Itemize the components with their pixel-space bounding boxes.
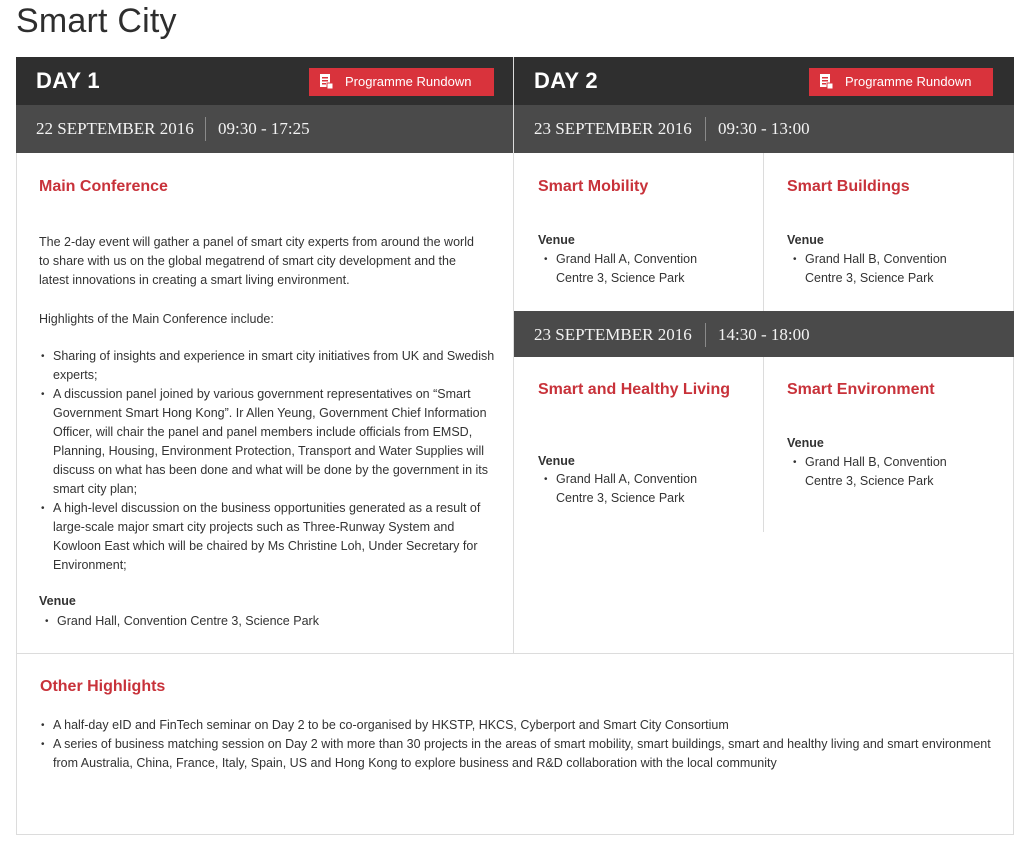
document-icon (320, 74, 333, 89)
day1-time: 09:30 - 17:25 (218, 119, 310, 138)
list-item: • A discussion panel joined by various government representatives on “Smart Government Smart Hong Kong”. Ir Allen Yeung, Government Chief Information Officer, will chair the panel and panel members include officials from EMSD, Planning, Housing, Environment Protection, Transport and Water Supplies will discuss on what has been done and what will be done by the government in its smart city plan; (39, 385, 499, 499)
main-conference-title: Main Conference (39, 178, 168, 195)
smart-healthy-living-venue-label: Venue (538, 454, 575, 468)
day2-session2-date-bar (514, 311, 1014, 357)
document-icon (820, 74, 833, 89)
cell-divider (763, 153, 764, 311)
page-title: Smart City (16, 2, 177, 40)
smart-mobility-title: Smart Mobility (538, 178, 649, 195)
day1-date-bar (16, 105, 513, 153)
date-separator (205, 117, 206, 141)
other-highlights-list (39, 716, 999, 773)
day1-title: DAY 1 (36, 68, 100, 93)
day1-venue-label: Venue (39, 594, 76, 608)
smart-mobility-venue-list (542, 250, 727, 288)
smart-healthy-living-venue-list (542, 470, 727, 508)
day2-session1-time: 09:30 - 13:00 (718, 119, 810, 138)
day2-session1-date-bar (514, 105, 1014, 153)
other-highlights-title: Other Highlights (40, 678, 166, 695)
list-item: • A high-level discussion on the business opportunities generated as a result of large-scale major smart city projects such as Three-Runway System and Kowloon East which will be chaired by Ms Christine Loh, Under Secretary for Environment; (39, 499, 499, 575)
list-item: • A half-day eID and FinTech seminar on Day 2 to be co-organised by HKSTP, HKCS, Cyberport and Smart City Consortium (39, 716, 999, 735)
date-separator (705, 117, 706, 141)
day2-session2-time: 14:30 - 18:00 (718, 325, 810, 344)
date-separator (705, 323, 706, 347)
highlights-intro: Highlights of the Main Conference include: (39, 312, 274, 326)
smart-buildings-venue: • Grand Hall B, Convention Centre 3, Science Park (791, 250, 976, 288)
day1-header (16, 57, 513, 105)
day2-title: DAY 2 (534, 68, 598, 93)
day1-programme-rundown-label: Programme Rundown (345, 74, 472, 89)
day1-programme-rundown-button[interactable] (309, 68, 494, 96)
list-item: • A series of business matching session on Day 2 with more than 30 projects in the areas of smart mobility, smart buildings, smart and healthy living and smart environment from Australia, China, France, Italy, Spain, US and Hong Kong to explore business and R&D collaboration with the local community (39, 735, 999, 773)
day2-column (514, 57, 1014, 654)
smart-environment-title: Smart Environment (787, 381, 935, 398)
day2-session2-date: 23 SEPTEMBER 2016 (534, 325, 692, 344)
day1-venue: • Grand Hall, Convention Centre 3, Science Park (43, 612, 483, 631)
day2-programme-rundown-label: Programme Rundown (845, 74, 972, 89)
day1-venue-list (43, 612, 483, 631)
smart-mobility-venue: • Grand Hall A, Convention Centre 3, Science Park (542, 250, 727, 288)
highlights-list (39, 347, 499, 575)
smart-buildings-venue-label: Venue (787, 233, 824, 247)
smart-healthy-living-title: Smart and Healthy Living (538, 381, 731, 398)
section-divider (16, 653, 1014, 654)
cell-divider (763, 357, 764, 532)
main-conference-intro: The 2-day event will gather a panel of smart city experts from around the world to share with us on the global megatrend of smart city development and the latest innovations in creating a smart living environment. (39, 235, 474, 287)
smart-environment-venue-list (791, 453, 976, 491)
smart-mobility-venue-label: Venue (538, 233, 575, 247)
smart-healthy-living-venue: • Grand Hall A, Convention Centre 3, Science Park (542, 470, 727, 508)
smart-buildings-venue-list (791, 250, 976, 288)
day1-column (16, 57, 514, 654)
day2-session1-date: 23 SEPTEMBER 2016 (534, 119, 692, 138)
list-item: • Sharing of insights and experience in smart city initiatives from UK and Swedish experts; (39, 347, 499, 385)
smart-buildings-title: Smart Buildings (787, 178, 910, 195)
smart-environment-venue: • Grand Hall B, Convention Centre 3, Science Park (791, 453, 976, 491)
day2-programme-rundown-button[interactable] (809, 68, 993, 96)
smart-environment-venue-label: Venue (787, 436, 824, 450)
day1-date: 22 SEPTEMBER 2016 (36, 119, 194, 138)
day2-header (514, 57, 1014, 105)
